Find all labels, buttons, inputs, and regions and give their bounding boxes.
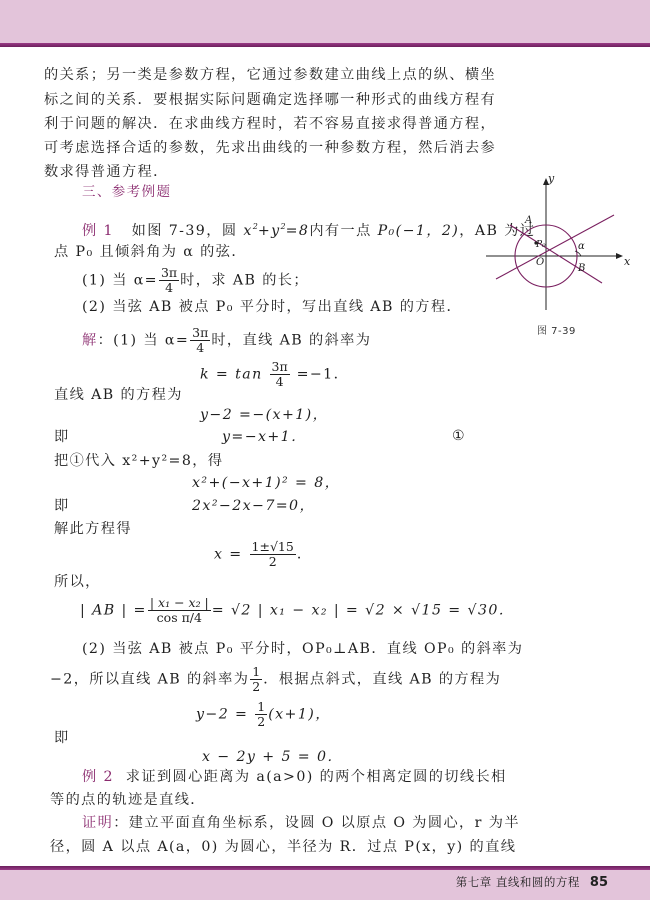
equation-1: y−2 =−(x+1)，	[200, 407, 329, 423]
circle-diagram	[486, 175, 636, 310]
alpha-label: α	[578, 241, 585, 252]
example1-label: 例 1	[82, 223, 114, 239]
intro-line-5: 数求得普通方程．	[44, 164, 169, 180]
k-fraction	[270, 360, 290, 389]
ab-suffix: = √2 | x₁ − x₂ | = √2 × √15 = √30．	[211, 602, 515, 619]
figure-caption: 图 7-39	[537, 326, 576, 337]
intro-line-4: 可考虑选择合适的参数，先求出曲线的一种参数方程，然后消去参	[44, 140, 497, 156]
half-fraction	[250, 665, 262, 694]
header-band	[0, 0, 650, 43]
figure-7-39	[486, 172, 636, 310]
eq5-prefix: y−2 =	[196, 706, 255, 723]
example1-line-2: 点 P₀ 且倾斜角为 α 的弦．	[54, 244, 247, 260]
frac-den: 4	[165, 280, 174, 295]
example2-text: 求证到圆心距离为 a(a>0) 的两个相离定圆的切线长相	[125, 769, 507, 785]
example2-line-2: 等的点的轨迹是直线．	[50, 792, 206, 808]
p0-label: P₀	[536, 240, 546, 250]
frac-den: 2	[257, 714, 266, 729]
ji-1: 即	[54, 429, 70, 445]
example1-text-c: ，AB 为过	[459, 223, 536, 239]
sol-fraction	[190, 326, 210, 355]
solution1-line-1	[82, 326, 371, 355]
frac-num: 3π	[192, 325, 209, 340]
frac-den: 4	[275, 374, 284, 389]
section-title: 三、参考例题	[82, 184, 172, 200]
intro-line-2: 标之间的关系．要根据实际问题确定选择哪一种形式的曲线方程有	[44, 92, 497, 108]
ji-2: 即	[54, 498, 70, 514]
frac-num: 1±√15	[251, 539, 294, 554]
solve-intro: 解此方程得	[54, 521, 132, 537]
ji-3: 即	[54, 730, 70, 746]
chapter-title: 第七章 直线和圆的方程	[455, 875, 580, 889]
ab-length-equation	[80, 596, 514, 625]
so-label: 所以，	[54, 574, 101, 590]
proof-label: 证明	[82, 815, 114, 831]
origin-label: O	[536, 257, 545, 268]
equation-3: x²+(−x+1)² = 8，	[192, 475, 341, 491]
eq5-fraction	[255, 700, 267, 729]
equation-2: y=−x+1．	[222, 429, 307, 445]
example2-line-1	[82, 768, 507, 786]
example2-label: 例 2	[82, 769, 114, 785]
ab-prefix: | AB | =	[80, 602, 147, 619]
part2-line-1: (2) 当弦 AB 被点 P₀ 平分时，OP₀⊥AB．直线 OP₀ 的斜率为	[82, 641, 524, 657]
q1-suffix: 时，求 AB 的长；	[180, 272, 309, 289]
example1-text-b: 内有一点	[309, 223, 378, 239]
example1-q1	[82, 266, 309, 295]
intro-line-1: 的关系；另一类是参数方程，它通过参数建立曲线上点的纵、横坐	[44, 67, 497, 83]
page-number: 85	[589, 875, 608, 890]
x-prefix: x =	[214, 546, 249, 563]
circle-eq: $x^2+y^2=8$	[243, 222, 310, 239]
slope-equation	[200, 360, 349, 389]
example1-text-a: 如图 7-39，圆	[131, 223, 244, 239]
q1-prefix: (1) 当 α=	[82, 272, 158, 289]
footer	[456, 874, 608, 890]
frac-num: 3π	[160, 265, 178, 280]
eq5-suffix: (x+1)，	[268, 706, 331, 723]
proof-line-2: 径，圆 A 以点 A(a，0) 为圆心，半径为 R．过点 P(x，y) 的直线	[50, 839, 517, 855]
point-a-label: A	[525, 215, 533, 226]
frac-den: 2	[252, 679, 261, 694]
equation-marker: ①	[452, 428, 465, 444]
proof-text-1: ：建立平面直角坐标系，设圆 O 以原点 O 为圆心，r 为半	[113, 815, 520, 831]
q1-fraction	[159, 266, 179, 295]
line-eq-intro: 直线 AB 的方程为	[54, 387, 183, 403]
frac-den: 4	[196, 340, 205, 355]
solution-label: 解	[82, 332, 98, 349]
k-prefix: k = tan	[200, 366, 269, 383]
substitution-intro: 把①代入 x²+y²=8，得	[54, 453, 224, 469]
header-rule	[0, 43, 650, 47]
frac-num: 1	[257, 699, 266, 714]
point-b-label: B	[578, 263, 586, 274]
sol-suffix: 时，直线 AB 的斜率为	[211, 332, 372, 349]
part2-a: −2，所以直线 AB 的斜率为	[50, 671, 250, 688]
point-p0: P₀(−1，2)	[377, 223, 460, 239]
x-axis-label: x	[624, 255, 631, 268]
part2-b: ．根据点斜式，直线 AB 的方程为	[263, 671, 502, 688]
proof-line-1	[82, 814, 520, 832]
equation-5	[196, 700, 331, 729]
part2-line-2	[50, 665, 501, 694]
x-fraction	[250, 540, 296, 569]
equation-6: x − 2y + 5 = 0．	[202, 749, 344, 765]
frac-num: 1	[252, 664, 261, 679]
x-solution: x = $\frac{1\pm√15}{2}$ ．	[214, 539, 313, 569]
ab-fraction	[148, 596, 211, 625]
intro-line-3: 利于问题的解决．在求曲线方程时，若不容易直接求得普通方程，	[44, 116, 497, 132]
sol-prefix: ：(1) 当 α=	[97, 332, 190, 349]
frac-den: cos π/4	[156, 610, 202, 625]
example1-line-1	[82, 218, 535, 240]
frac-den: 2	[268, 554, 277, 569]
equation-4: 2x²−2x−7=0，	[192, 498, 316, 514]
example1-q2: (2) 当弦 AB 被点 P₀ 平分时，写出直线 AB 的方程．	[82, 299, 463, 315]
y-axis-label: y	[548, 172, 555, 185]
frac-num: 3π	[271, 359, 288, 374]
k-suffix: =−1．	[290, 366, 350, 383]
frac-num: | x₁ − x₂ |	[149, 595, 209, 610]
